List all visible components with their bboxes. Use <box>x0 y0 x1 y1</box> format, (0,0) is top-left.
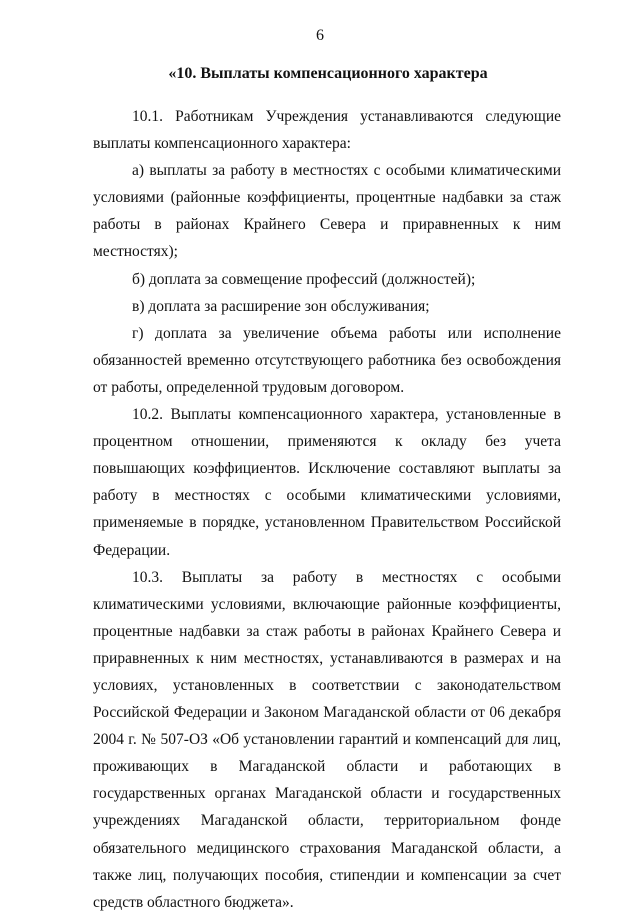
paragraph-10-1-b: б) доплата за совмещение профессий (должностей); <box>132 270 476 288</box>
paragraph-10-1-v: в) доплата за расширение зон обслуживания; <box>132 297 430 315</box>
paragraph-10-3: 10.3. Выплаты за работу в местностях с особыми климатическими условиями, включающие районные коэффициенты, процентные надбавки за стаж работы в районах Крайнего Севера и приравненных к ним местностях, устанавливаются в размерах и на условиях, установленных в соответствии с законодательством Российской Федерации и Законом Магаданской области от 06 декабря 2004 г. № 507-ОЗ «Об установлении гарантий и компенсаций для лиц, проживающих в Магаданской области и работающих в государственных органах Магаданской области и государственных учреждениях Магаданской области, территориальном фонде обязательного медицинского страхования Магаданской области, а также лиц, получающих пособия, стипендии и компенсации за счет средств областного бюджета». <box>93 568 561 911</box>
paragraph-10-1: 10.1. Работникам Учреждения устанавливаются следующие выплаты компенсационного характера: <box>93 108 561 153</box>
paragraph-10-2: 10.2. Выплаты компенсационного характера, установленные в процентном отношении, применяются к окладу без учета повышающих коэффициентов. Исключение составляют выплаты за работу в местностях с особыми климатическими условиями, применяемые в порядке, установленном Правительством Российской Федерации. <box>93 406 561 559</box>
page-number: 6 <box>316 27 324 44</box>
paragraph-10-1-a: а) выплаты за работу в местностях с особыми климатическими условиями (районные коэффициенты, процентные надбавки за стаж работы в районах Крайнего Севера и приравненных к ним местностях); <box>93 162 561 261</box>
section-title: «10. Выплаты компенсационного характера <box>168 65 488 82</box>
paragraph-10-1-g: г) доплата за увеличение объема работы или исполнение обязанностей временно отсутствующего работника без освобождения от работы, определенной трудовым договором. <box>93 324 561 396</box>
document-body <box>93 103 561 916</box>
